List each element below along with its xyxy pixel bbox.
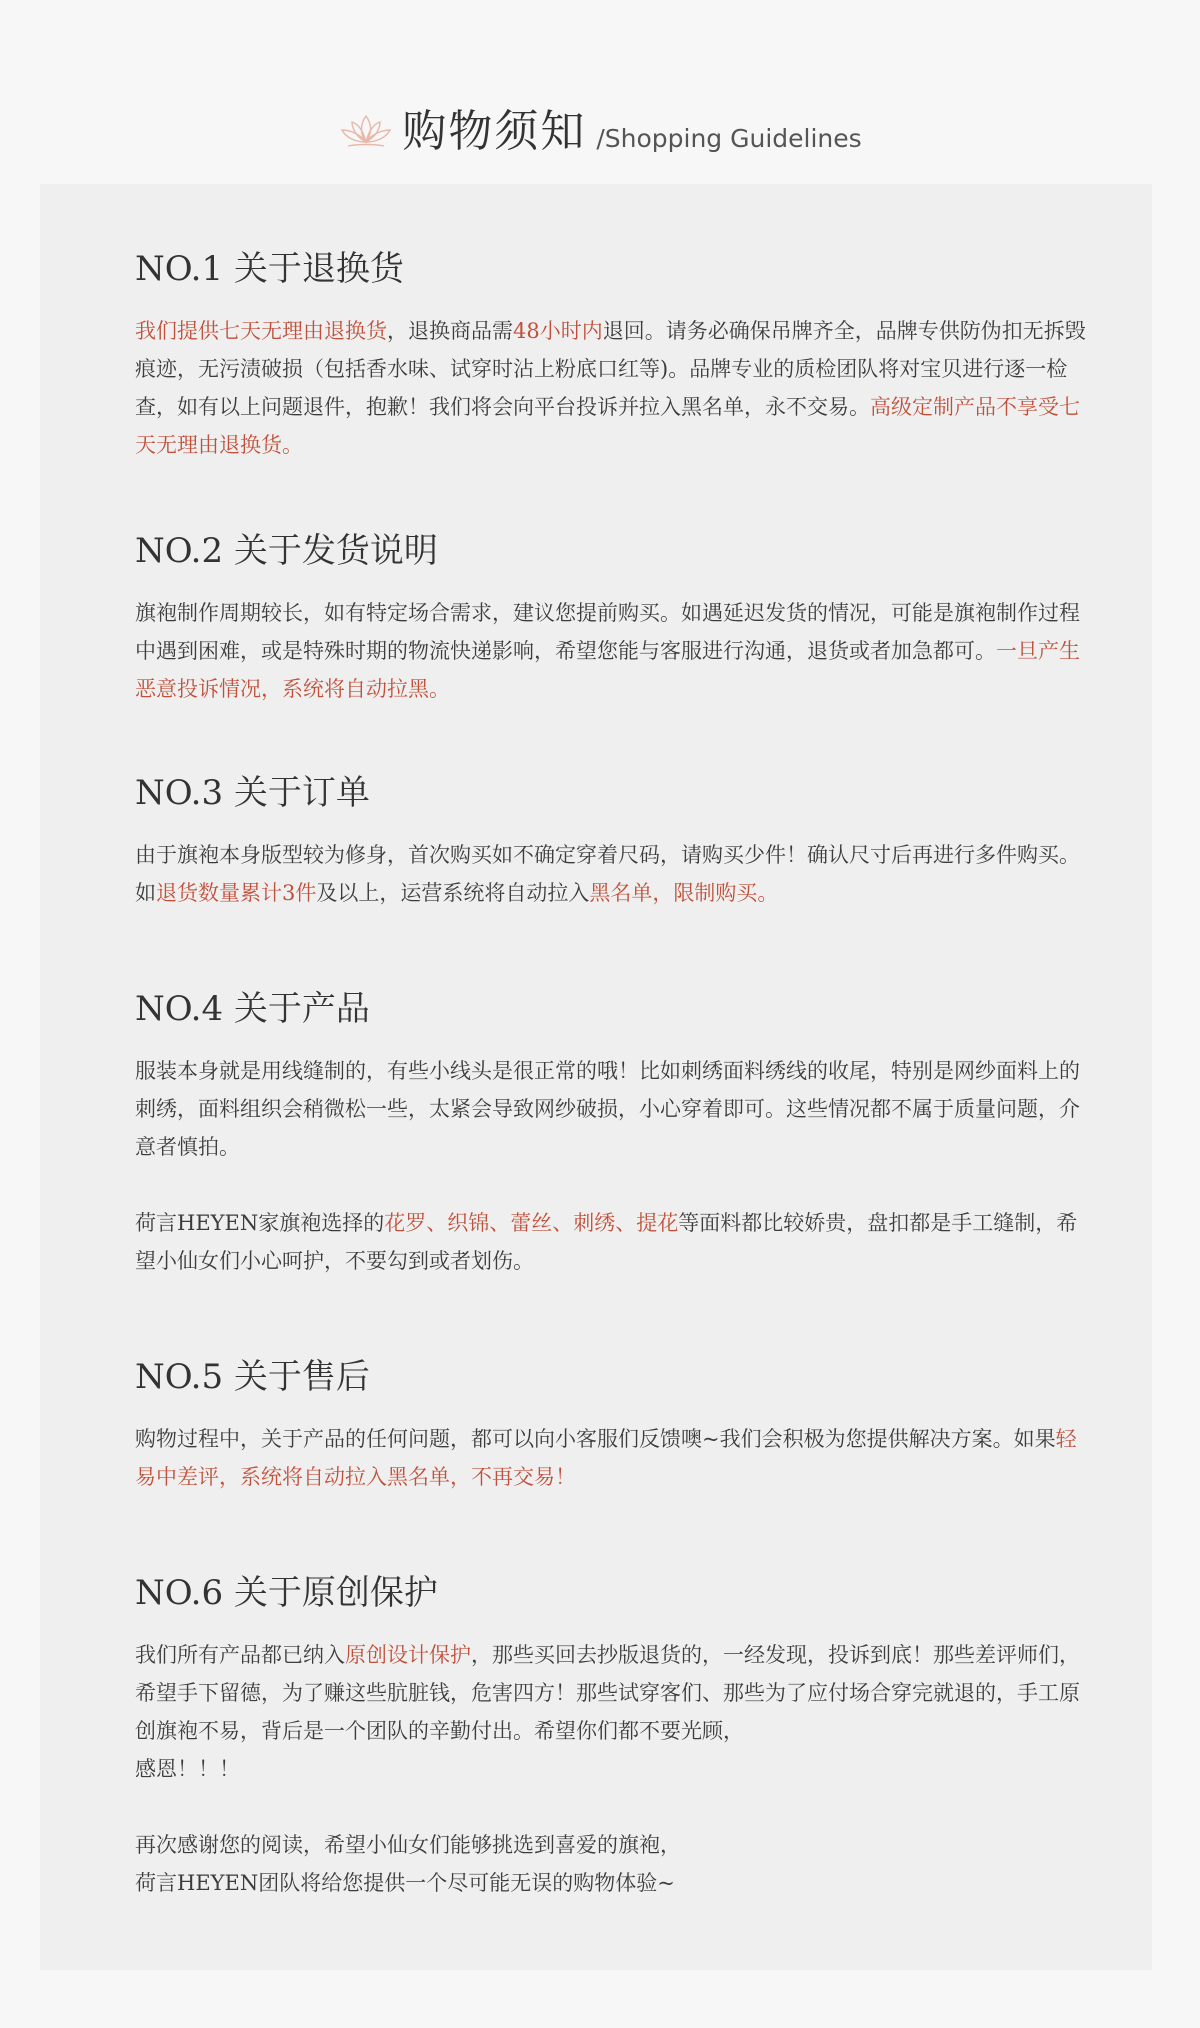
section-heading: NO.2 关于发货说明 xyxy=(135,531,438,571)
guidelines-card xyxy=(40,184,1152,1970)
body-text: 等面料都比较娇贵，盘扣都是手工缝制，希望小仙女们小心呵护，不要勾到或者划伤。 xyxy=(135,1211,1078,1273)
body-text: 及以上，运营系统将自动拉入 xyxy=(316,881,590,905)
body-text: 我们所有产品都已纳入 xyxy=(135,1643,345,1667)
body-text: 由于旗袍本身版型较为修身，首次购买如不确定穿着尺码，请购买少件！确认尺寸后再进行多件购买。如 xyxy=(135,843,1080,905)
body-text: 旗袍制作周期较长，如有特定场合需求，建议您提前购买。如遇延迟发货的情况，可能是旗袍制作过程中遇到困难，或是特殊时期的物流快递影响，希望您能与客服进行沟通，退货或者加急都可。 xyxy=(135,601,1080,663)
section-heading: NO.5 关于售后 xyxy=(135,1357,370,1397)
body-text: 服装本身就是用线缝制的，有些小线头是很正常的哦！比如刺绣面料绣线的收尾，特别是网纱面料上的刺绣，面料组织会稍微松一些，太紧会导致网纱破损，小心穿着即可。这些情况都不属于质量问题，介意者慎拍。 xyxy=(135,1059,1080,1159)
section-paragraph xyxy=(135,312,1095,464)
section-paragraph xyxy=(135,594,1095,708)
body-text: 退回。请务必确保吊牌齐全，品牌专供防伪扣无拆毁痕迹，无污渍破损（包括香水味、试穿时沾上粉底口红等)。品牌专业的质检团队将对宝贝进行逐一检查，如有以上问题退件，抱歉！我们将会向平台投诉并拉入黑名单，永不交易。 xyxy=(135,319,1086,419)
body-text: 荷言HEYEN家旗袍选择的 xyxy=(135,1211,385,1235)
lotus-icon xyxy=(338,110,394,150)
highlight-text: 轻易中差评，系统将自动拉入黑名单，不再交易！ xyxy=(135,1427,1077,1489)
highlight-text: 48小时内 xyxy=(513,319,603,343)
body-text: 荷言HEYEN团队将给您提供一个尽可能无误的购物体验~ xyxy=(135,1871,675,1895)
section-heading: NO.1 关于退换货 xyxy=(135,249,404,289)
section-products xyxy=(135,989,1115,1280)
highlight-text: 退货数量累计3件 xyxy=(156,881,317,905)
section-paragraph xyxy=(135,1420,1095,1496)
section-heading: NO.4 关于产品 xyxy=(135,989,370,1029)
section-original-protection xyxy=(135,1573,1115,1902)
section-paragraph xyxy=(135,1636,1095,1788)
page-title: 购物须知 xyxy=(402,106,587,157)
section-shipping xyxy=(135,531,1115,708)
section-returns xyxy=(135,249,1115,464)
section-paragraph xyxy=(135,1204,1095,1280)
page-header xyxy=(0,90,1200,157)
highlight-text: 我们提供七天无理由退换货 xyxy=(135,319,387,343)
section-paragraph xyxy=(135,1052,1095,1166)
body-text: 购物过程中，关于产品的任何问题，都可以向小客服们反馈噢~我们会积极为您提供解决方案。如果 xyxy=(135,1427,1056,1451)
highlight-text: 花罗、织锦、蕾丝、刺绣、提花 xyxy=(384,1211,679,1235)
body-text: 感恩！！！ xyxy=(135,1757,240,1781)
section-orders xyxy=(135,773,1115,912)
section-paragraph xyxy=(135,1826,1095,1902)
body-text: ，那些买回去抄版退货的，一经发现，投诉到底！那些差评师们，希望手下留德，为了赚这些肮脏钱，危害四方！那些试穿客们、那些为了应付场合穿完就退的，手工原创旗袍不易，背后是一个团队的辛勤付出。希望你们都不要光顾， xyxy=(135,1643,1080,1743)
section-paragraph xyxy=(135,836,1095,912)
section-heading: NO.6 关于原创保护 xyxy=(135,1573,438,1613)
section-heading: NO.3 关于订单 xyxy=(135,773,370,813)
body-text: ，退换商品需 xyxy=(387,319,513,343)
body-text: 再次感谢您的阅读，希望小仙女们能够挑选到喜爱的旗袍， xyxy=(135,1833,681,1857)
highlight-text: 原创设计保护 xyxy=(345,1643,471,1667)
page-subtitle: /Shopping Guidelines xyxy=(596,124,862,153)
highlight-text: 黑名单，限制购买。 xyxy=(589,881,779,905)
highlight-text: 一旦产生恶意投诉情况，系统将自动拉黑。 xyxy=(135,639,1080,701)
section-after-sales xyxy=(135,1357,1115,1496)
highlight-text: 高级定制产品不享受七天无理由退换货。 xyxy=(135,395,1080,457)
